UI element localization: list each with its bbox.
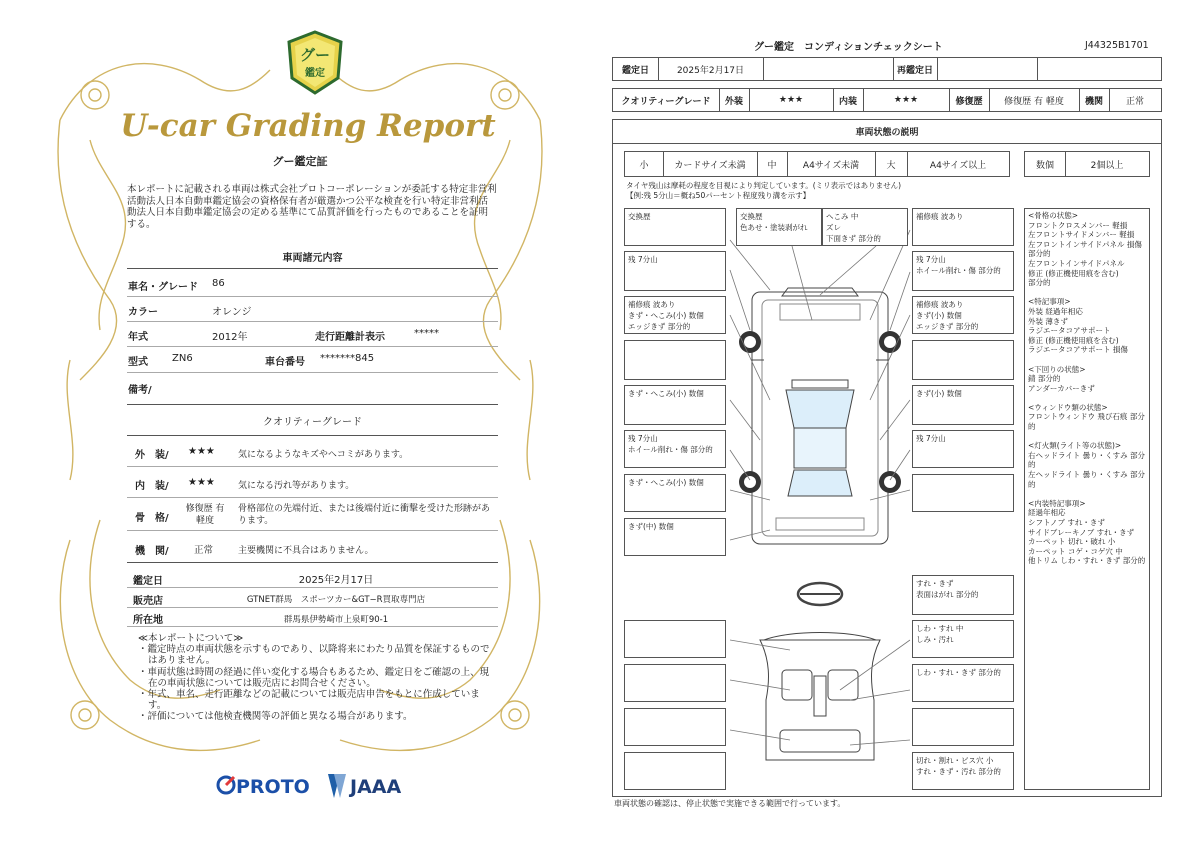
mileage-value: ***** bbox=[414, 328, 439, 339]
divider bbox=[127, 296, 498, 297]
engine-value: 正常 bbox=[1125, 96, 1144, 107]
jaaa-logo-icon bbox=[328, 774, 401, 798]
condition-box: 補修痕 波あり きず・へこみ(小) 数個 エッジきず 部分的 bbox=[624, 296, 726, 334]
condition-box bbox=[624, 708, 726, 746]
model-value: ZN6 bbox=[172, 353, 193, 364]
year-label: 年式 bbox=[128, 332, 148, 343]
sheet-footer: 車両状態の確認は、停止状態で実施できる範囲で行っています。 bbox=[614, 799, 846, 808]
year-value: 2012年 bbox=[212, 332, 248, 343]
condition-box: へこみ 中 ズレ 下面きず 部分的 bbox=[822, 208, 908, 246]
condition-box: 残 7分山 bbox=[912, 430, 1014, 468]
count-legend bbox=[1024, 151, 1150, 177]
engine-label: 機 関/ bbox=[135, 546, 169, 557]
svg-text:鑑定: 鑑定 bbox=[305, 68, 325, 79]
frame-desc: 骨格部位の先端付近、または後端付近に衝撃を受けた形跡があります。 bbox=[238, 504, 491, 526]
date-label: 鑑定日 bbox=[621, 65, 649, 76]
condition-box: 補修痕 波あり bbox=[912, 208, 1014, 246]
divider bbox=[127, 607, 498, 608]
exterior-desc: 気になるようなキズやヘコミがあります。 bbox=[238, 450, 409, 460]
divider bbox=[127, 497, 498, 498]
repair-label: 修復歴 bbox=[955, 96, 983, 107]
condition-box: 切れ・割れ・ビス穴 小 すれ・きず・汚れ 部分的 bbox=[912, 752, 1014, 790]
tire-note: タイヤ残山は摩耗の程度を目視により判定しています。(ミリ表示ではありません) bbox=[626, 181, 902, 190]
size-large-label: 大 bbox=[886, 160, 896, 171]
count-desc: 2個以上 bbox=[1090, 160, 1124, 171]
divider bbox=[127, 268, 498, 269]
size-mid-label: 中 bbox=[767, 160, 777, 171]
condition-box bbox=[624, 752, 726, 790]
condition-box: 残 7分山 ホイール削れ・傷 部分的 bbox=[624, 430, 726, 468]
note-item: ・評価については他検査機関等の評価と異なる場合があります。 bbox=[138, 711, 413, 723]
grade-label: クオリティーグレード bbox=[621, 96, 711, 107]
divider bbox=[127, 530, 498, 531]
tire-example: 【例:残 5分山＝概ね50パーセント程度残り溝を示す】 bbox=[626, 191, 811, 200]
divider bbox=[127, 346, 498, 347]
reinspect-label: 再鑑定日 bbox=[896, 65, 933, 76]
company-logos bbox=[216, 770, 416, 800]
condition-box: すれ・きず 表面はがれ 部分的 bbox=[912, 575, 1014, 615]
size-large-desc: A4サイズ以上 bbox=[929, 160, 987, 171]
notes-title: ≪本レポートについて≫ bbox=[138, 633, 244, 644]
engine-label: 機関 bbox=[1084, 96, 1103, 107]
condition-box: きず(小) 数個 bbox=[912, 385, 1014, 425]
condition-box: しわ・すれ・きず 部分的 bbox=[912, 664, 1014, 702]
report-script-title bbox=[120, 100, 496, 148]
address-label: 所在地 bbox=[133, 615, 163, 626]
address-value: 群馬県伊勢崎市上泉町90-1 bbox=[283, 615, 389, 625]
condition-box: きず・へこみ(小) 数個 bbox=[624, 385, 726, 425]
condition-box bbox=[624, 620, 726, 658]
explain-title: 車両状態の説明 bbox=[613, 120, 1161, 144]
condition-box: 残 7分山 ホイール削れ・傷 部分的 bbox=[912, 251, 1014, 291]
sheet-title: グー鑑定 コンディションチェックシート bbox=[754, 42, 943, 53]
divider bbox=[127, 321, 498, 322]
note-item: ・車両状態は時間の経過に伴い変化する場合もあるため、鑑定日をご確認の上、現在の車両状態については販売店にお問合せください。 bbox=[138, 666, 490, 689]
quality-section-heading: クオリティーグレード bbox=[263, 417, 362, 428]
condition-box: きず(中) 数個 bbox=[624, 518, 726, 556]
frame-label: 骨 格/ bbox=[135, 513, 169, 524]
date-value: 2025年2月17日 bbox=[676, 65, 745, 76]
mileage-label: 走行距離計表示 bbox=[315, 332, 385, 343]
car-name-value: 86 bbox=[212, 278, 225, 289]
grade-row bbox=[612, 88, 1162, 112]
engine-grade: 正常 bbox=[194, 545, 214, 556]
condition-box: 残 7分山 bbox=[624, 251, 726, 291]
interior-value: ★★★ bbox=[893, 95, 919, 105]
condition-box: しわ・すれ 中 しみ・汚れ bbox=[912, 620, 1014, 658]
exterior-label: 外装 bbox=[724, 96, 743, 107]
divider bbox=[127, 587, 498, 588]
divider bbox=[127, 562, 498, 563]
interior-label: 内装 bbox=[838, 96, 857, 107]
interior-grade: ★★★ bbox=[188, 477, 215, 488]
size-small-desc: カードサイズ未満 bbox=[674, 160, 746, 171]
interior-desc: 気になる汚れ等があります。 bbox=[238, 481, 355, 491]
report-notes bbox=[138, 633, 498, 723]
condition-box bbox=[912, 708, 1014, 746]
divider bbox=[127, 626, 498, 627]
color-value: オレンジ bbox=[212, 307, 252, 318]
engine-desc: 主要機関に不具合はありません。 bbox=[238, 546, 374, 556]
svg-text:JAAA: JAAA bbox=[350, 776, 402, 798]
divider bbox=[127, 435, 498, 436]
color-label: カラー bbox=[128, 307, 158, 318]
sheet-code: J44325B1701 bbox=[1085, 40, 1149, 51]
condition-box bbox=[912, 474, 1014, 512]
size-mid-desc: A4サイズ未満 bbox=[802, 160, 860, 171]
spec-section-heading: 車両諸元内容 bbox=[282, 253, 343, 264]
exterior-label: 外 装/ bbox=[135, 450, 169, 461]
size-legend bbox=[624, 151, 1010, 177]
svg-text:グー: グー bbox=[299, 46, 331, 64]
condition-box: 交換歴 bbox=[624, 208, 726, 246]
date-row bbox=[612, 57, 1162, 81]
certificate-body-text: 本レポートに記載される車両は株式会社プロトコーポレーションが委託する特定非営利活動法人日本自動車鑑定協会の資格保有者が厳選かつ公平な検査を行い特定非営利活動法人日本自動車鑑定協会の定める基準にて品質評価を行ったものであることを証明する。 bbox=[127, 184, 497, 230]
remarks-label: 備考/ bbox=[128, 385, 152, 396]
goo-appraisal-badge-icon bbox=[286, 30, 344, 96]
interior-label: 内 装/ bbox=[135, 481, 169, 492]
condition-box bbox=[624, 340, 726, 380]
chassis-value: *******845 bbox=[320, 353, 375, 364]
condition-legend: <骨格の状態> フロントクロスメンバー 軽損 左フロントサイドメンバー 軽損 左フロントインサイドパネル 損傷 部分的 左フロントインサイドパネル 修正 (修正機使用痕を含む) 部分的 <特記事項> 外装 経過年相応 外装 薄きず ラジエータコアサポート 修正 (修正機使用痕を含む) ラジエータコアサポート 損傷 <下回りの状態> 錆 部分的 アンダーカバーきず <ウィンドウ類の状態> フロントウィンドウ 飛び石痕 部分的 <灯火類(ライト等の状態)> 右ヘッドライト 曇り・くすみ 部分的 左ヘッドライト 曇り・くすみ 部分的 <内装特記事項> 経過年相応 シフトノブ すれ・きず サイドブレーキノブ すれ・きず カーペット 切れ・破れ 小 カーペット コゲ・コゲ穴 中 他トリム しわ・すれ・きず 部分的 bbox=[1024, 208, 1150, 790]
proto-logo-icon bbox=[218, 776, 310, 798]
repair-value: 修復歴 有 軽度 bbox=[1004, 96, 1064, 107]
note-item: ・年式、車名、走行距離などの記載については販売店申告をもとに作成しています。 bbox=[138, 689, 480, 712]
inspection-date-label: 鑑定日 bbox=[133, 576, 163, 587]
dealer-label: 販売店 bbox=[133, 596, 163, 607]
svg-text:PROTO: PROTO bbox=[236, 776, 310, 798]
condition-box bbox=[624, 664, 726, 702]
certificate-heading: グー鑑定証 bbox=[272, 155, 328, 168]
exterior-value: ★★★ bbox=[778, 95, 804, 105]
condition-box bbox=[912, 340, 1014, 380]
car-name-label: 車名・グレード bbox=[128, 282, 198, 293]
count-label: 数個 bbox=[1035, 160, 1054, 171]
chassis-label: 車台番号 bbox=[265, 357, 305, 368]
inspection-date-value: 2025年2月17日 bbox=[298, 575, 374, 586]
divider bbox=[127, 372, 498, 373]
divider bbox=[127, 466, 498, 467]
exterior-grade: ★★★ bbox=[188, 446, 215, 457]
divider bbox=[127, 404, 498, 405]
model-label: 型式 bbox=[128, 357, 148, 368]
svg-text:U-car Grading Report: U-car Grading Report bbox=[120, 108, 496, 144]
dealer-value: GTNET群馬 スポーツカー&GT−R買取専門店 bbox=[246, 595, 426, 605]
note-item: ・鑑定時点の車両状態を示すものであり、以降将来にわたり品質を保証するものではありません。 bbox=[138, 644, 490, 667]
condition-box: 補修痕 波あり きず(小) 数個 エッジきず 部分的 bbox=[912, 296, 1014, 334]
condition-box: 交換歴 色あせ・塗装剥がれ bbox=[736, 208, 822, 246]
frame-grade: 修復歴 有 軽度 bbox=[185, 504, 225, 526]
condition-box: きず・へこみ(小) 数個 bbox=[624, 474, 726, 512]
size-small-label: 小 bbox=[639, 160, 649, 171]
